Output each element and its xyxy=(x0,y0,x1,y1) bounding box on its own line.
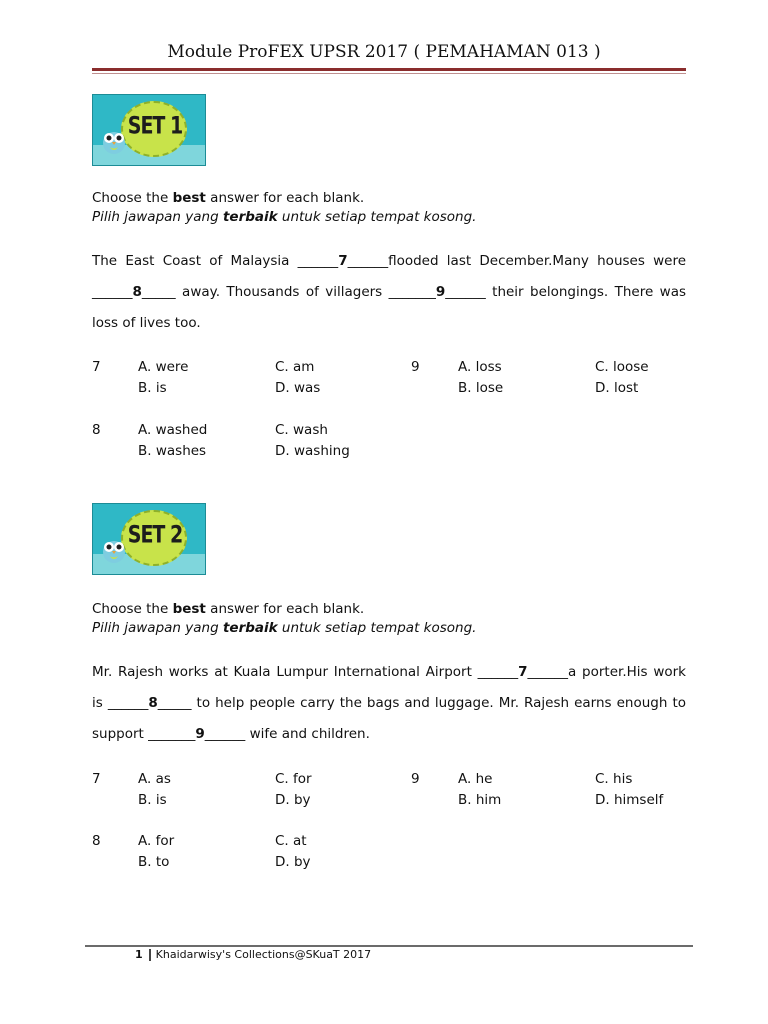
set-1-badge-label: SET 1 xyxy=(127,112,183,140)
option-a: A. were xyxy=(138,359,189,375)
instruction-malay: Pilih jawapan yang terbaik untuk setiap tempat kosong. xyxy=(92,209,477,225)
option-d: D. washing xyxy=(275,443,350,459)
set-1-passage: The East Coast of Malaysia ______7______flooded last December.Many houses were ______8_____ away. Thousands of villagers _______9______ their belongings. There was loss of lives too. xyxy=(92,253,687,331)
option-d: D. himself xyxy=(595,792,664,808)
option-d: D. was xyxy=(275,380,321,396)
option-a: A. he xyxy=(458,771,493,787)
option-a: A. washed xyxy=(138,422,208,438)
option-b: B. to xyxy=(138,854,170,870)
set-2-badge xyxy=(92,503,206,575)
set-2-passage: Mr. Rajesh works at Kuala Lumpur International Airport ______7______a porter.His work is ______8_____ to help people carry the bags and luggage. Mr. Rajesh earns enough to support _______9______ wife and children. xyxy=(92,664,686,742)
owl-icon xyxy=(101,534,127,564)
footer-credit: Khaidarwisy's Collections@SKuaT 2017 xyxy=(155,948,372,961)
page-number: 1 xyxy=(135,948,143,961)
instruction-english: Choose the best answer for each blank. xyxy=(92,601,365,617)
option-b: B. lose xyxy=(458,380,504,396)
question-number: 8 xyxy=(92,422,101,438)
option-a: A. loss xyxy=(458,359,502,375)
option-d: D. lost xyxy=(595,380,639,396)
option-b: B. him xyxy=(458,792,502,808)
option-c: C. am xyxy=(275,359,315,375)
footer-separator xyxy=(149,949,151,961)
owl-icon xyxy=(101,125,127,155)
option-c: C. for xyxy=(275,771,312,787)
footer-divider xyxy=(85,945,693,947)
instruction-english: Choose the best answer for each blank. xyxy=(92,190,365,206)
page-title: Module ProFEX UPSR 2017 ( PEMAHAMAN 013 ) xyxy=(167,42,601,62)
set-1-badge xyxy=(92,94,206,166)
option-b: B. is xyxy=(138,380,167,396)
header-divider xyxy=(92,68,686,71)
set-2-instructions xyxy=(92,600,476,638)
option-d: D. by xyxy=(275,792,311,808)
option-c: C. his xyxy=(595,771,633,787)
set-2-badge-label: SET 2 xyxy=(127,521,183,549)
question-number: 9 xyxy=(411,359,420,375)
page-footer xyxy=(135,948,371,961)
option-c: C. at xyxy=(275,833,307,849)
question-number: 7 xyxy=(92,771,101,787)
set-1-instructions xyxy=(92,189,476,227)
option-c: C. wash xyxy=(275,422,328,438)
header-divider-thin xyxy=(92,73,686,74)
option-d: D. by xyxy=(275,854,311,870)
option-c: C. loose xyxy=(595,359,649,375)
question-number: 8 xyxy=(92,833,101,849)
option-b: B. is xyxy=(138,792,167,808)
instruction-malay: Pilih jawapan yang terbaik untuk setiap tempat kosong. xyxy=(92,620,477,636)
question-number: 7 xyxy=(92,359,101,375)
question-number: 9 xyxy=(411,771,420,787)
option-b: B. washes xyxy=(138,443,207,459)
option-a: A. for xyxy=(138,833,175,849)
option-a: A. as xyxy=(138,771,171,787)
